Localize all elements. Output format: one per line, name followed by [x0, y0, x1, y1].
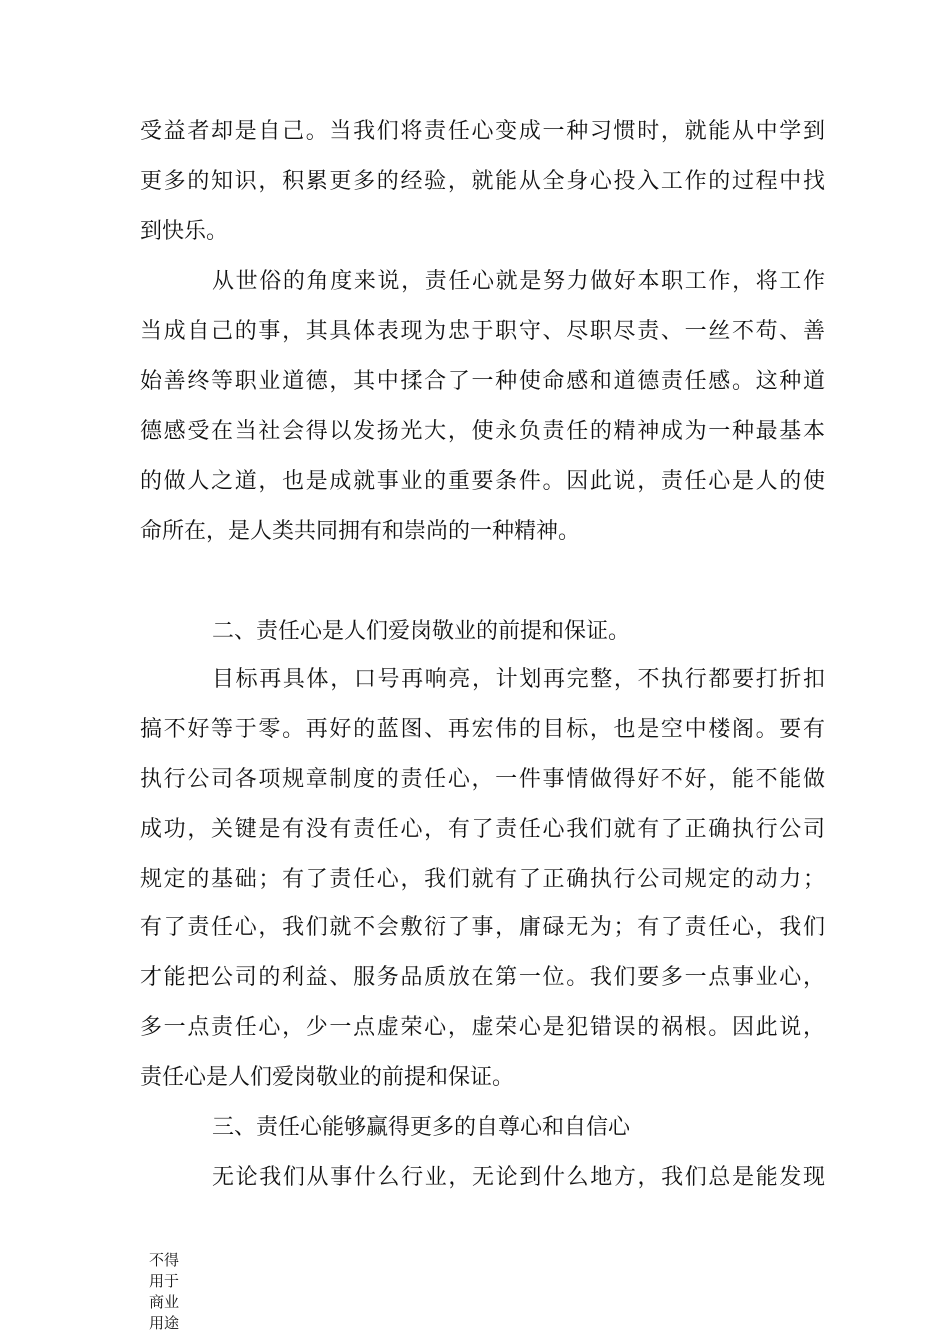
footer-disclaimer-line: 不得: [149, 1251, 180, 1269]
paragraph-line: 有了责任心，我们就不会敷衍了事，庸碌无为；有了责任心，我们: [140, 915, 825, 940]
paragraph-line: 的做人之道，也是成就事业的重要条件。因此说，责任心是人的使: [140, 469, 825, 494]
paragraph-line: 目标再具体，口号再响亮，计划再完整，不执行都要打折扣: [212, 667, 825, 692]
section-heading: 三、责任心能够赢得更多的自尊心和自信心: [212, 1115, 631, 1140]
paragraph-line: 多一点责任心，少一点虚荣心，虚荣心是犯错误的祸根。因此说，: [140, 1015, 825, 1040]
footer-disclaimer-line: 商业: [149, 1293, 180, 1311]
footer-disclaimer-line: 用途: [149, 1314, 180, 1332]
paragraph-line: 才能把公司的利益、服务品质放在第一位。我们要多一点事业心，: [140, 965, 825, 990]
paragraph-line: 受益者却是自己。当我们将责任心变成一种习惯时，就能从中学到: [140, 119, 825, 144]
paragraph-line: 更多的知识，积累更多的经验，就能从全身心投入工作的过程中找: [140, 169, 825, 194]
paragraph-line: 当成自己的事，其具体表现为忠于职守、尽职尽责、一丝不苟、善: [140, 319, 825, 344]
paragraph-line: 命所在，是人类共同拥有和崇尚的一种精神。: [140, 519, 581, 544]
paragraph-line: 责任心是人们爱岗敬业的前提和保证。: [140, 1065, 515, 1090]
footer-disclaimer: [149, 1250, 189, 1334]
section-heading: 二、责任心是人们爱岗敬业的前提和保证。: [212, 619, 631, 644]
footer-disclaimer-line: 用于: [149, 1272, 180, 1290]
paragraph-line: 从世俗的角度来说，责任心就是努力做好本职工作，将工作: [212, 269, 825, 294]
paragraph-line: 搞不好等于零。再好的蓝图、再宏伟的目标，也是空中楼阁。要有: [140, 717, 825, 742]
paragraph-line: 始善终等职业道德，其中揉合了一种使命感和道德责任感。这种道: [140, 369, 825, 394]
paragraph-line: 成功，关键是有没有责任心，有了责任心我们就有了正确执行公司: [140, 817, 825, 842]
paragraph-line: 到快乐。: [140, 219, 229, 244]
paragraph-line: 执行公司各项规章制度的责任心，一件事情做得好不好，能不能做: [140, 767, 825, 792]
paragraph-line: 规定的基础；有了责任心，我们就有了正确执行公司规定的动力；: [140, 867, 825, 892]
paragraph-line: 德感受在当社会得以发扬光大，使永负责任的精神成为一种最基本: [140, 419, 825, 444]
paragraph-line: 无论我们从事什么行业，无论到什么地方，我们总是能发现: [212, 1165, 825, 1190]
